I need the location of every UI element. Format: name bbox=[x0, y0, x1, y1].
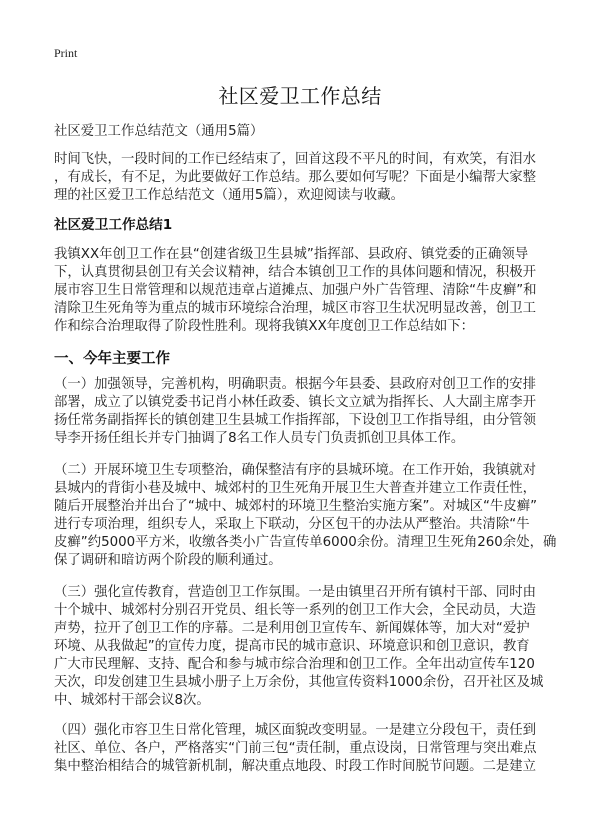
text-line: 集中整治相结合的城管新机制，解决重点地段、时段工作时间脱节问题。二是建立 bbox=[54, 759, 537, 774]
text-line: 保了调研和暗访两个阶段的顺利通过。 bbox=[54, 553, 282, 568]
text-line: （四）强化市容卫生日常化管理，城区面貌改变明显。一是建立分段包干，责任到 bbox=[54, 723, 537, 738]
document-title: 社区爱卫工作总结 bbox=[218, 84, 382, 108]
text-line: （二）开展环境卫生专项整治，确保整洁有序的县城环境。在工作开始，我镇就对 bbox=[54, 463, 537, 478]
subsection-heading: 一、今年主要工作 bbox=[54, 351, 170, 367]
document-subtitle: 社区爱卫工作总结范文（通用5篇） bbox=[54, 124, 264, 139]
text-line: （一）加强领导，完善机构，明确职责。根据今年县委、县政府对创卫工作的安排 bbox=[54, 377, 537, 392]
text-line: 进行专项治理，组织专人，采取上下联动，分区包干的办法从严整治。共清除“牛 bbox=[54, 517, 530, 532]
print-label[interactable]: Print bbox=[54, 46, 78, 60]
text-line: 部署，成立了以镇党委书记肖小林任政委、镇长文立斌为指挥长、人大副主席李开 bbox=[54, 395, 537, 410]
text-line: 声势，拉开了创卫工作的序幕。二是利用创卫宣传车、新闻媒体等，加大对“爱护 bbox=[54, 621, 530, 636]
text-line: 扬任常务副指挥长的镇创建卫生县城工作指挥部，下设创卫工作指导组，由分管领 bbox=[54, 413, 537, 428]
text-line: 作和综合治理取得了阶段性胜利。现将我镇XX年度创卫工作总结如下： bbox=[54, 319, 475, 334]
text-line: 广大市民理解、支持、配合和参与城市综合治理和创卫工作。全年出动宣传车120 bbox=[54, 657, 535, 672]
work-item-paragraph bbox=[54, 462, 557, 570]
text-line: 皮癣”约5000平方米，收缴各类小广告宣传单6000余份。清理卫生死角260余处，确 bbox=[54, 535, 557, 550]
text-line: 展市容卫生日常管理和以规范违章占道摊点、加强户外广告管理、清除“牛皮癣”和 bbox=[54, 283, 537, 298]
intro-paragraph bbox=[54, 151, 549, 205]
text-line: 县城内的背街小巷及城中、城郊村的卫生死角开展卫生大普查并建立工作责任性， bbox=[54, 481, 537, 496]
work-item-paragraph bbox=[54, 376, 549, 448]
section-intro-paragraph bbox=[54, 246, 549, 336]
text-line: 导李开扬任组长并专门抽调了8名工作人员专门负责抓创卫具体工作。 bbox=[54, 431, 465, 446]
text-line: 下，认真贯彻县创卫有关会议精神，结合本镇创卫工作的具体问题和情况，积极开 bbox=[54, 265, 537, 280]
text-line: 我镇XX年创卫工作在县“创建省级卫生县城”指挥部、县政府、镇党委的正确领导 bbox=[54, 247, 529, 262]
text-line: 时间飞快，一段时间的工作已经结束了，回首这段不平凡的时间，有欢笑，有泪水 bbox=[54, 152, 537, 167]
text-line: 清除卫生死角等为重点的城市环境综合治理，城区市容卫生状况明显改善，创卫工 bbox=[54, 301, 537, 316]
section-heading: 社区爱卫工作总结1 bbox=[54, 217, 173, 233]
text-line: （三）强化宣传教育，营造创卫工作氛围。一是由镇里召开所有镇村干部、同时由 bbox=[54, 585, 537, 600]
text-line: ，有成长，有不足，为此要做好工作总结。那么要如何写呢？下面是小编帮大家整 bbox=[54, 170, 537, 185]
text-line: 环境、从我做起”的宣传力度，提高市民的城市意识、环境意识和创卫意识，教育 bbox=[54, 639, 530, 654]
text-line: 理的社区爱卫工作总结范文（通用5篇），欢迎阅读与收藏。 bbox=[54, 188, 404, 203]
text-line: 社区、单位、各户，严格落实“门前三包“责任制，重点设岗，日常管理与突出难点 bbox=[54, 741, 537, 756]
text-line: 随后开展整治并出台了“城中、城郊村的环境卫生整治实施方案”。对城区“牛皮癣” bbox=[54, 499, 538, 514]
work-item-paragraph bbox=[54, 584, 549, 710]
text-line: 中、城郊村干部会议8次。 bbox=[54, 693, 210, 708]
work-item-paragraph bbox=[54, 722, 549, 776]
text-line: 十个城中、城郊村分别召开党员、组长等一系列的创卫工作大会，全民动员，大造 bbox=[54, 603, 537, 618]
text-line: 天次，印发创建卫生县城小册子上万余份，其他宣传资料1000余份，召开社区及城 bbox=[54, 675, 544, 690]
